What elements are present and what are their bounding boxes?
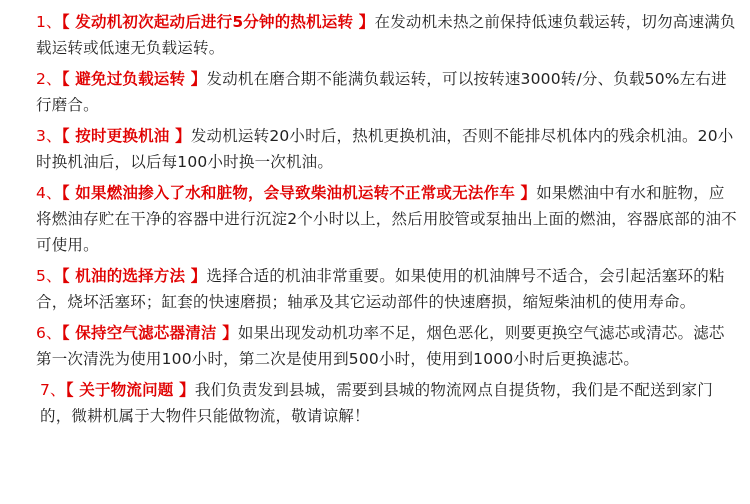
list-item-7 xyxy=(40,377,738,429)
item-heading: 【 发动机初次起动后进行5分钟的热机运转 】 xyxy=(61,13,375,31)
item-text: 如果出现发动机功率不足，烟色恶化，则要更换空气滤芯或清芯。滤芯第一次清洗为使用100小时，第二次是使用到500小时，使用到1000小时后更换滤芯。 xyxy=(36,324,725,368)
item-text: 选择合适的机油非常重要。如果使用的机油牌号不适合，会引起活塞环的粘合，烧坏活塞环；缸套的快速磨损；轴承及其它运动部件的快速磨损，缩短柴油机的使用寿命。 xyxy=(36,267,725,311)
item-text: 在发动机未热之前保持低速负载运转，切勿高速满负载运转或低速无负载运转。 xyxy=(36,13,736,57)
item-number: 2、 xyxy=(36,70,62,88)
item-heading: 【 避免过负载运转 】 xyxy=(61,70,207,88)
item-number: 1、 xyxy=(36,13,62,31)
item-number: 3、 xyxy=(36,127,62,145)
item-text: 发动机在磨合期不能满负载运转，可以按转速3000转/分、负载50%左右进行磨合。 xyxy=(36,70,727,114)
item-text: 发动机运转20小时后，热机更换机油，否则不能排尽机体内的残余机油。20小时换机油后，以后每100小时换一次机油。 xyxy=(36,127,734,171)
item-number: 5、 xyxy=(36,267,62,285)
item-heading: 【 关于物流问题 】 xyxy=(65,381,195,399)
list-item-3 xyxy=(36,123,738,175)
list-item-1 xyxy=(36,9,738,61)
item-number: 4、 xyxy=(36,184,62,202)
list-item-4 xyxy=(36,180,738,258)
item-text: 如果燃油中有水和脏物，应将燃油存贮在干净的容器中进行沉淀2个小时以上，然后用胶管或泵抽出上面的燃油，容器底部的油不可使用。 xyxy=(36,184,737,254)
item-number: 6、 xyxy=(36,324,62,342)
item-heading: 【 保持空气滤芯器清洁 】 xyxy=(61,324,238,342)
item-heading: 【 机油的选择方法 】 xyxy=(61,267,207,285)
item-text: 我们负责发到县城，需要到县城的物流网点自提货物，我们是不配送到家门的，微耕机属于大物件只能做物流，敬请谅解！ xyxy=(40,381,713,425)
item-number: 7、 xyxy=(40,381,66,399)
item-heading: 【 如果燃油掺入了水和脏物，会导致柴油机运转不正常或无法作车 】 xyxy=(61,184,537,202)
list-item-6 xyxy=(36,320,738,372)
list-item-2 xyxy=(36,66,738,118)
list-item-5 xyxy=(36,263,738,315)
item-heading: 【 按时更换机油 】 xyxy=(61,127,191,145)
